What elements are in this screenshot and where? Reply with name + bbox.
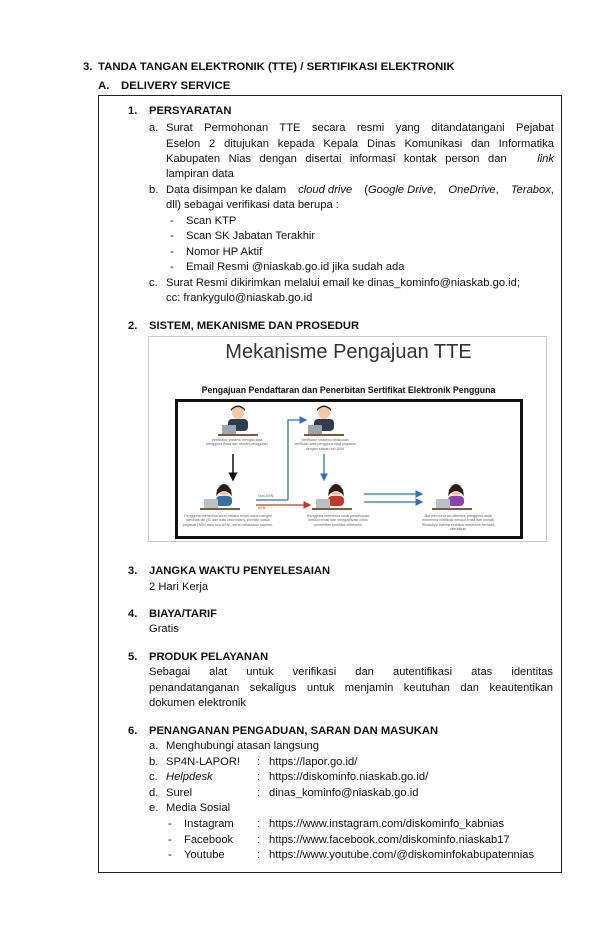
pengaduan-e-label: e. [149, 802, 159, 814]
caption-bottom-3: Jika permohonan diterima, pengguna akan menerima notifikasi melalui email dan kontak WhatsApp bahwa sertifikat elektronik berhasil diterbitkan [421, 514, 495, 532]
colon: : [257, 818, 261, 830]
subsection-title: DELIVERY SERVICE [121, 80, 231, 92]
persyaratan-a-line2: Eselon 2 ditujukan kepada Kepala Dinas Komunikasi dan Informatika [166, 138, 554, 150]
list-dash: - [170, 246, 174, 258]
youtube-link[interactable]: https://www.youtube.com/@diskominfokabupatennias [269, 849, 535, 861]
instagram-link[interactable]: https://www.instagram.com/diskominfo_kabnias [269, 818, 505, 830]
pengaduan-d-key: Surel [166, 787, 193, 799]
persyaratan-a-label: a. [149, 122, 159, 134]
item-number-jangka: 3. [128, 565, 138, 577]
item-number-pengaduan: 6. [128, 725, 138, 737]
pengaduan-a-text: Menghubungi atasan langsung [166, 740, 320, 752]
persyaratan-b-cloud: cloud drive [298, 184, 353, 196]
verifikator-avatar [304, 406, 344, 437]
social-name-instagram: Instagram [184, 818, 234, 830]
persyaratan-b-open-paren: ( [364, 184, 368, 196]
social-name-youtube: Youtube [184, 849, 225, 861]
list-item: Nomor HP Aktif [186, 246, 263, 258]
section-number: 3. [83, 61, 93, 73]
lapor-link[interactable]: https://lapor.go.id/ [269, 756, 358, 768]
caption-top-1: Verifikator Instansi mengisi data pengguna (bisa dan sendiri pengguna) [206, 438, 268, 447]
item-number-persyaratan: 1. [128, 105, 138, 117]
mekanisme-diagram [148, 336, 547, 542]
surel-link[interactable]: dinas_kominfo@niaskab.go.id [269, 787, 419, 799]
persyaratan-b-onedrive: OneDrive [448, 184, 496, 196]
flow-arrow [288, 420, 306, 500]
list-dash: - [170, 215, 174, 227]
persyaratan-c-line2: cc: frankygulo@niaskab.go.id [166, 292, 313, 304]
persyaratan-a-line4: lampiran data [166, 168, 234, 180]
list-item: Scan SK Jabatan Terakhir [186, 230, 316, 242]
caption-bottom-1: Pengguna menerima surat melalui email untuk mengisi identitas diri (ID dan data kesehatan), memilih status pegawai (ASN atau non-ASN), serta melakukan swafoto. [182, 514, 274, 527]
persyaratan-a-line1: Surat Permohonan TTE secara resmi yang ditandatangani Pejabat [166, 122, 554, 134]
section-title: TANDA TANGAN ELEKTRONIK (TTE) / SERTIFIKASI ELEKTRONIK [98, 61, 455, 73]
persyaratan-b-comma: , [550, 184, 554, 196]
pengaduan-b-label: b. [149, 756, 159, 768]
arrow-label-asn: ASN [258, 506, 266, 510]
pengaduan-e-text: Media Sosial [166, 802, 231, 814]
verifikator-avatar [218, 406, 258, 437]
diagram-title: Mekanisme Pengajuan TTE [225, 341, 472, 363]
pengguna-avatar [200, 484, 240, 510]
persyaratan-b-onedrive-wrap [448, 183, 498, 199]
persyaratan-a-line3 [166, 152, 554, 168]
list-dash: - [168, 849, 172, 861]
produk-line3: dokumen elektronik [149, 697, 247, 709]
caption-bottom-2: Pengguna menerima surat persetujuan melalui email dan mengaktivasi untuk penerbitan sertifikat elektronik [306, 514, 370, 527]
diagram-frame [175, 399, 523, 539]
pengaduan-a-label: a. [149, 740, 159, 752]
facebook-link[interactable]: https://www.facebook.com/diskominfo.niaskab17 [269, 834, 510, 846]
produk-line2: penandatanganan sekaligus untuk menjamin keutuhan dan keautentikan [149, 682, 553, 694]
item-title-produk: PRODUK PELAYANAN [149, 651, 269, 663]
persyaratan-b-comma: , [433, 184, 437, 196]
item-title-jangka: JANGKA WAKTU PENYELESAIAN [149, 565, 331, 577]
persyaratan-c-line1: Surat Resmi dikirimkan melalui email ke dinas_kominfo@niaskab.go.id; [166, 277, 520, 289]
list-item: Scan KTP [186, 215, 237, 227]
persyaratan-b-google-drive: Google Drive [367, 184, 434, 196]
persyaratan-a-link-word: link [537, 153, 554, 165]
pengaduan-b-key: SP4N-LAPOR! [166, 756, 240, 768]
caption-top-2: Verifikator Instansi melakukan verifikasi data pengguna bagi pegawai dengan status non-ASN [294, 438, 356, 451]
helpdesk-link[interactable]: https://diskominfo.niaskab.go.id/ [269, 771, 429, 783]
persyaratan-b-provider-list [364, 183, 436, 199]
item-title-biaya: BIAYA/TARIF [149, 608, 217, 620]
jangka-value: 2 Hari Kerja [149, 581, 209, 593]
list-dash: - [170, 261, 174, 273]
colon: : [257, 756, 261, 768]
pengaduan-c-key: Helpdesk [166, 771, 213, 783]
persyaratan-b-line1 [166, 183, 554, 199]
social-name-facebook: Facebook [184, 834, 234, 846]
list-dash: - [170, 230, 174, 242]
item-title-persyaratan: PERSYARATAN [149, 105, 232, 117]
persyaratan-b-terabox-wrap [511, 183, 554, 199]
pengguna-avatar [312, 484, 352, 510]
colon: : [257, 834, 261, 846]
biaya-value: Gratis [149, 623, 179, 635]
persyaratan-b-pre: Data disimpan ke dalam [166, 184, 287, 196]
item-title-pengaduan: PENANGANAN PENGADUAN, SARAN DAN MASUKAN [149, 725, 439, 737]
persyaratan-b-label: b. [149, 184, 159, 196]
diagram-subtitle: Pengajuan Pendaftaran dan Penerbitan Sertifikat Elektronik Pengguna [201, 385, 496, 395]
pengaduan-c-label: c. [149, 771, 158, 783]
produk-line1: Sebagai alat untuk verifikasi dan autentifikasi atas identitas [149, 666, 553, 678]
persyaratan-c-label: c. [149, 277, 158, 289]
item-number-sistem: 2. [128, 320, 138, 332]
persyaratan-a-line3-text: Kabupaten Nias dengan disertai informasi kontak person dan [166, 153, 507, 165]
arrow-label-non-asn: Non-ASN [258, 494, 274, 498]
list-dash: - [168, 834, 172, 846]
colon: : [257, 849, 261, 861]
item-title-sistem: SISTEM, MEKANISME DAN PROSEDUR [149, 320, 360, 332]
subsection-number: A. [98, 80, 110, 92]
item-number-produk: 5. [128, 651, 138, 663]
list-item: Email Resmi @niaskab.go.id jika sudah ada [186, 261, 405, 273]
pengguna-avatar [432, 484, 472, 510]
pengaduan-d-label: d. [149, 787, 159, 799]
persyaratan-b-comma: , [495, 184, 499, 196]
persyaratan-b-line2: dll) sebagai verifikasi data berupa : [166, 199, 339, 211]
colon: : [257, 771, 261, 783]
colon: : [257, 787, 261, 799]
persyaratan-b-terabox: Terabox [510, 184, 551, 196]
list-dash: - [168, 818, 172, 830]
item-number-biaya: 4. [128, 608, 138, 620]
